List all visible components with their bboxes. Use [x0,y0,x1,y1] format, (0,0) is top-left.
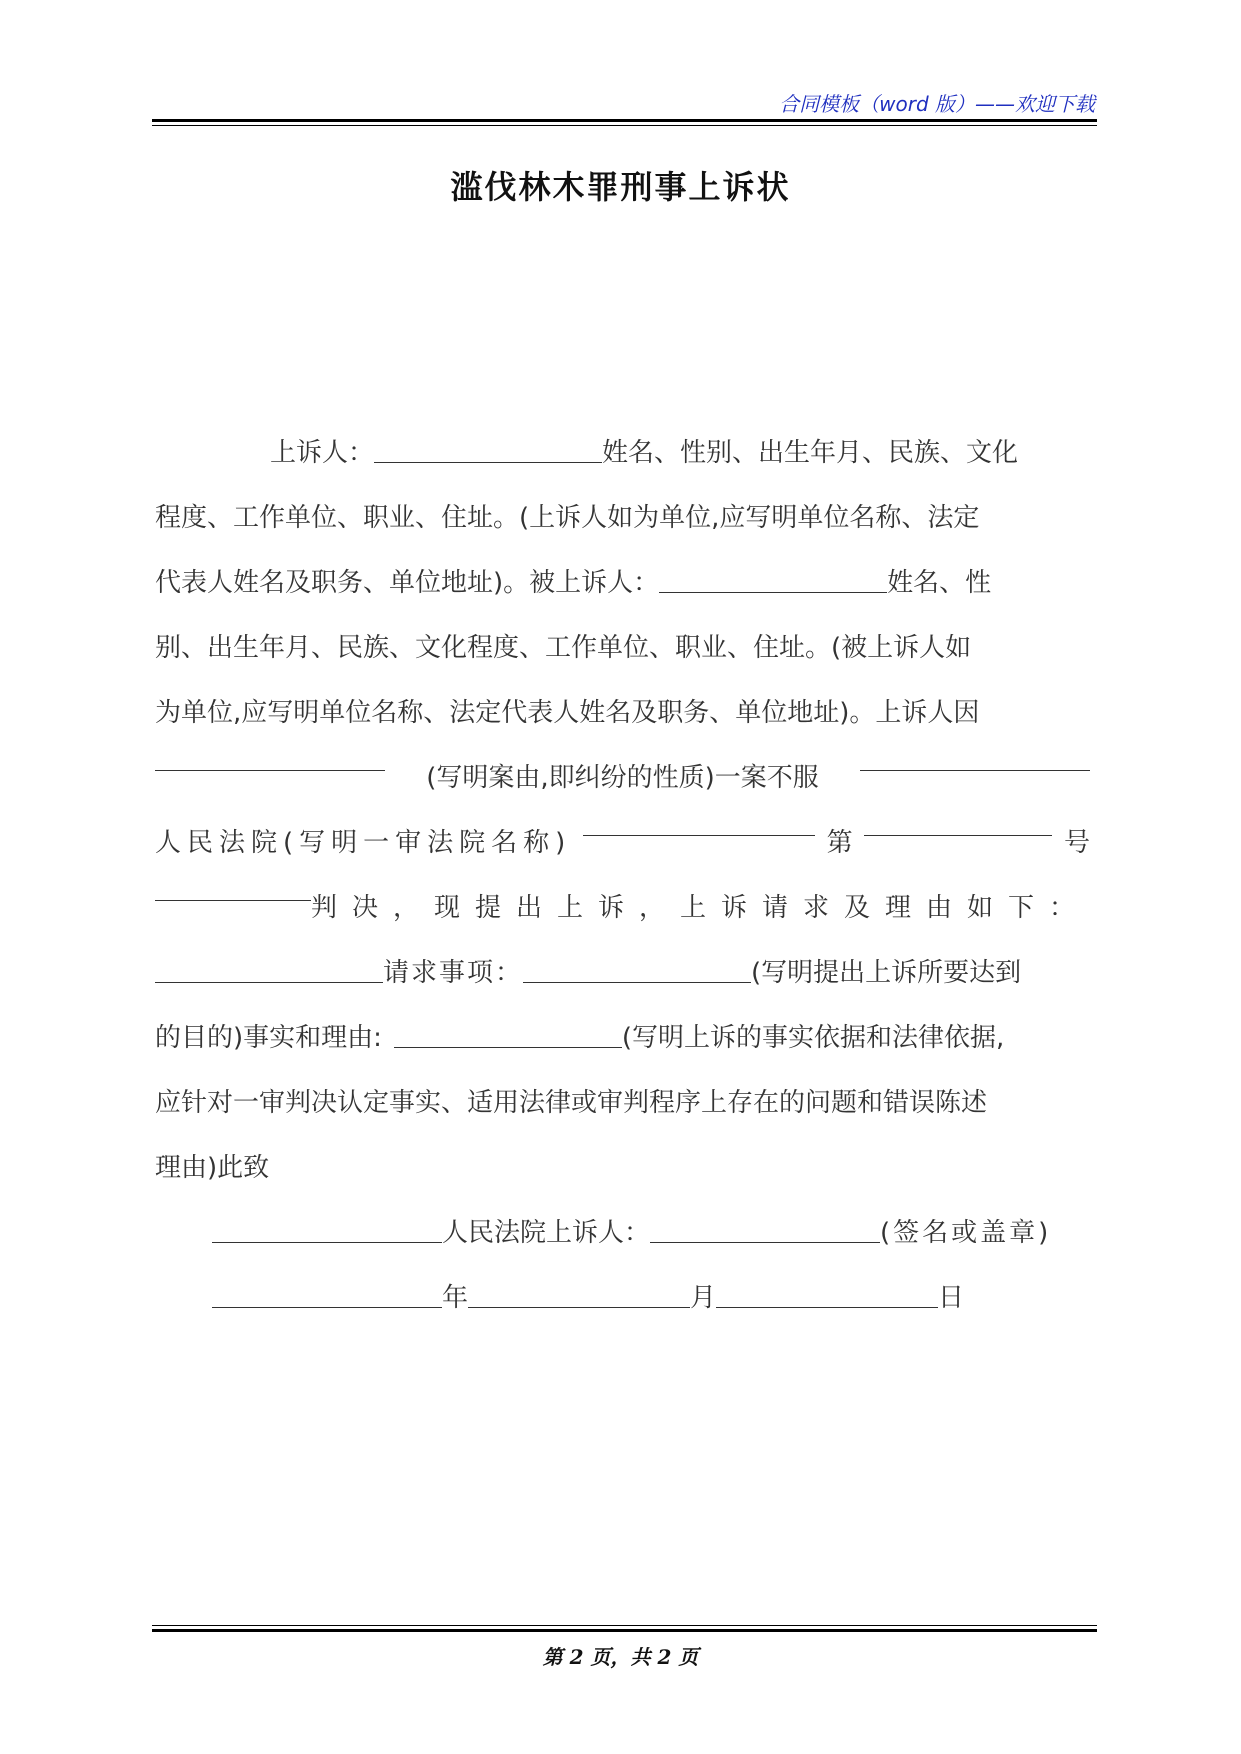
blank-appellant-sign [650,1218,880,1243]
body-line-6 [155,746,1090,811]
blank-facts [394,1023,622,1048]
label-claims: 请求事项： [383,958,524,988]
header-rule-thin [152,125,1097,126]
text-first-court: 人民法院(写明一审法院名称) [155,828,572,858]
date-line [212,1266,1051,1331]
label-month: 月 [690,1283,717,1313]
blank-case-cause [155,746,385,771]
label-appellant: 上诉人： [270,438,375,468]
label-year: 年 [442,1283,469,1313]
blank-appellee [659,568,887,593]
text-sign-seal: (签名或盖章) [880,1218,1052,1248]
body-line-8 [155,876,1090,941]
text-hao: 号 [1063,828,1090,858]
blank-year [212,1283,442,1308]
header-slogan: 合同模板（word 版）——欢迎下载 [779,92,1095,116]
body-line-12: 理由)此致 [155,1153,270,1183]
blank-appellant [374,438,602,463]
blank-court-name [583,811,815,836]
label-facts: 的目的)事实和理由: [155,1023,382,1053]
blank-court [860,746,1090,771]
body-line-5: 为单位,应写明单位名称、法定代表人姓名及职务、单位地址)。上诉人因 [155,698,980,728]
text-di: 第 [826,828,853,858]
signature-block [212,1201,1051,1331]
blank-prefix [155,958,383,983]
header-rule-thick [152,119,1097,122]
text-appeal-request: 判决，现提出上诉，上诉请求及理由如下： [310,893,1090,923]
text-case-cause: (写明案由,即纠纷的性质)一案不服 [426,763,819,793]
body-line-9 [155,941,1090,1006]
blank-judgment [155,876,311,901]
text-appellee-details: 姓名、性 [887,568,992,598]
body-line-3 [155,551,1090,616]
page-number: 第 2 页，共 2 页 [542,1645,699,1669]
label-day: 日 [938,1283,965,1313]
document-title: 滥伐林木罪刑事上诉状 [450,168,791,206]
footer-rule-thin [152,1625,1097,1626]
body-line-4: 别、出生年月、民族、文化程度、工作单位、职业、住址。(被上诉人如 [155,633,972,663]
blank-court-sign [212,1218,442,1243]
body-line-7 [155,811,1090,876]
body-line-11: 应针对一审判决认定事实、适用法律或审判程序上存在的问题和错误陈述 [155,1088,988,1118]
blank-case-no [864,811,1052,836]
document-body [155,421,1090,1201]
label-appellee: 代表人姓名及职务、单位地址)。被上诉人： [155,568,660,598]
text-facts-note: (写明上诉的事实依据和法律依据, [621,1023,1005,1053]
label-appellant-sign: 人民法院上诉人： [442,1218,651,1248]
blank-day [716,1283,938,1308]
footer-rule-thick [152,1629,1097,1632]
body-line-1 [155,421,1090,486]
text-claims-note: (写明提出上诉所要达到 [751,958,1022,988]
body-line-10 [155,1006,1090,1071]
blank-month [468,1283,690,1308]
body-line-2: 程度、工作单位、职业、住址。(上诉人如为单位,应写明单位名称、法定 [155,503,980,533]
blank-claims [523,958,751,983]
signature-line [212,1201,1051,1266]
text-appellant-details: 姓名、性别、出生年月、民族、文化 [602,438,1019,468]
